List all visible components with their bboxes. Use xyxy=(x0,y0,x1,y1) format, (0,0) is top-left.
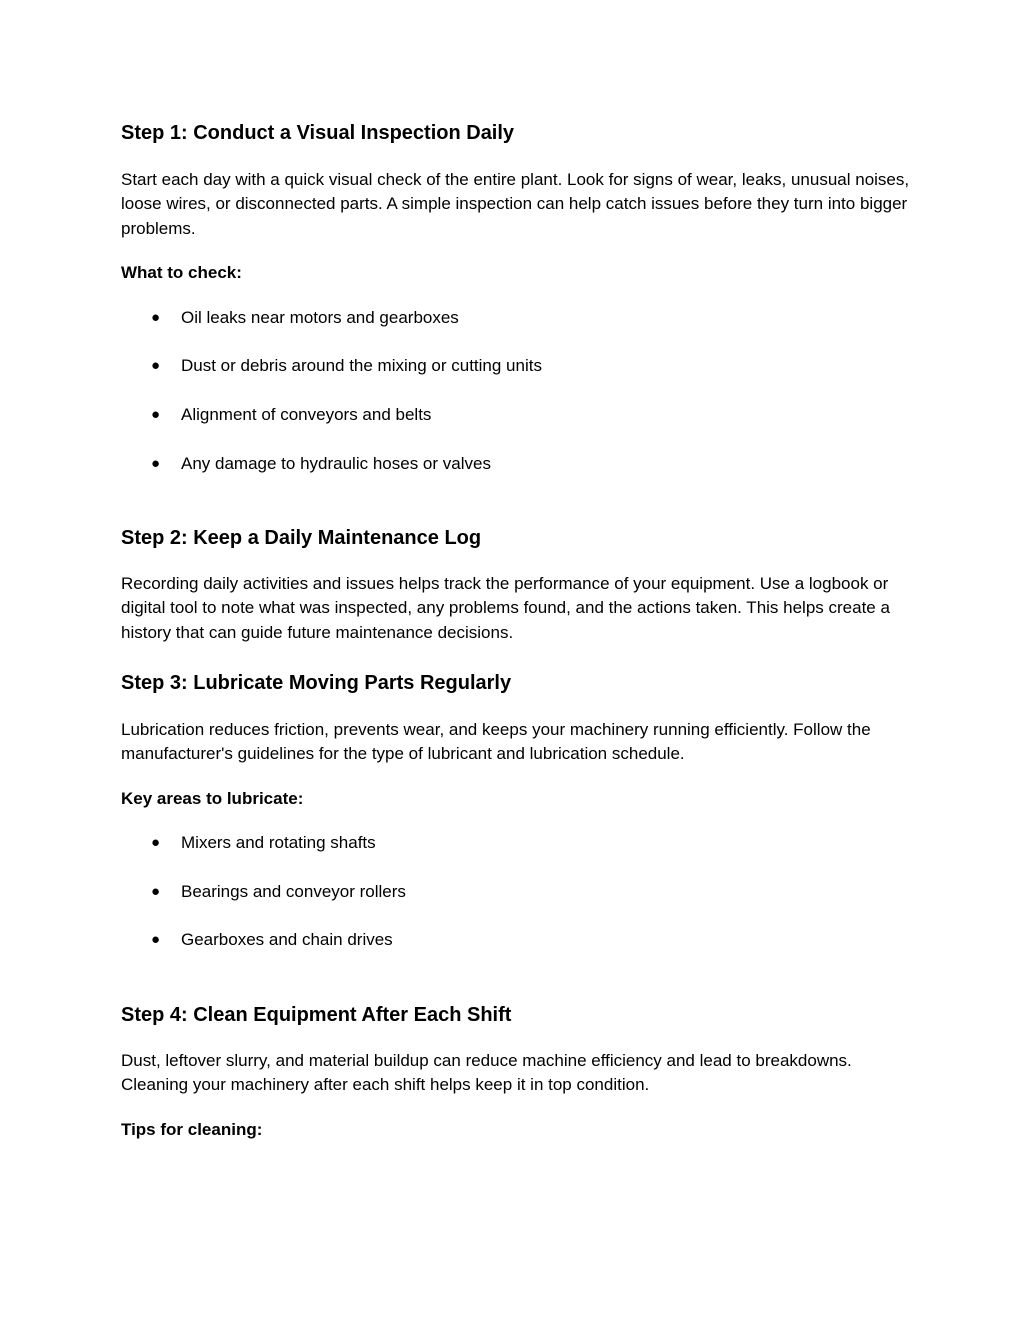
list-item-text: Mixers and rotating shafts xyxy=(181,833,376,852)
step-1-list-label: What to check: xyxy=(121,263,242,282)
step-3-paragraph: Lubrication reduces friction, prevents wear, and keeps your machinery running efficiently. Follow the manufacturer's guidelines for the type of lubricant and lubrication schedule. xyxy=(121,720,871,764)
bullet-icon: ● xyxy=(151,357,161,374)
step-4-list-label: Tips for cleaning: xyxy=(121,1120,263,1139)
list-item-text: Dust or debris around the mixing or cutting units xyxy=(181,356,542,375)
list-item-text: Alignment of conveyors and belts xyxy=(181,405,432,424)
bullet-icon: ● xyxy=(151,455,161,472)
list-item-text: Bearings and conveyor rollers xyxy=(181,882,406,901)
step-3-heading: Step 3: Lubricate Moving Parts Regularly xyxy=(121,672,512,694)
bullet-icon: ● xyxy=(151,834,161,851)
step-2-paragraph: Recording daily activities and issues helps track the performance of your equipment. Use a logbook or digital tool to note what was inspected, any problems found, and the actions taken. This helps create a history that can guide future maintenance decisions. xyxy=(121,574,890,642)
step-4-paragraph: Dust, leftover slurry, and material buildup can reduce machine efficiency and lead to breakdowns. Cleaning your machinery after each shift helps keep it in top condition. xyxy=(121,1051,852,1095)
list-item-text: Any damage to hydraulic hoses or valves xyxy=(181,454,491,473)
bullet-icon: ● xyxy=(151,309,161,326)
step-4-heading: Step 4: Clean Equipment After Each Shift xyxy=(121,1004,512,1026)
step-1-heading: Step 1: Conduct a Visual Inspection Daily xyxy=(121,122,515,144)
bullet-icon: ● xyxy=(151,883,161,900)
list-item-text: Gearboxes and chain drives xyxy=(181,930,393,949)
step-3-list-label: Key areas to lubricate: xyxy=(121,789,304,808)
bullet-icon: ● xyxy=(151,406,161,423)
step-1-paragraph: Start each day with a quick visual check of the entire plant. Look for signs of wear, leaks, unusual noises, loose wires, or disconnected parts. A simple inspection can help catch issues before they turn into bigger problems. xyxy=(121,170,910,238)
step-2-heading: Step 2: Keep a Daily Maintenance Log xyxy=(121,527,482,549)
bullet-icon: ● xyxy=(151,931,161,948)
list-item-text: Oil leaks near motors and gearboxes xyxy=(181,308,459,327)
